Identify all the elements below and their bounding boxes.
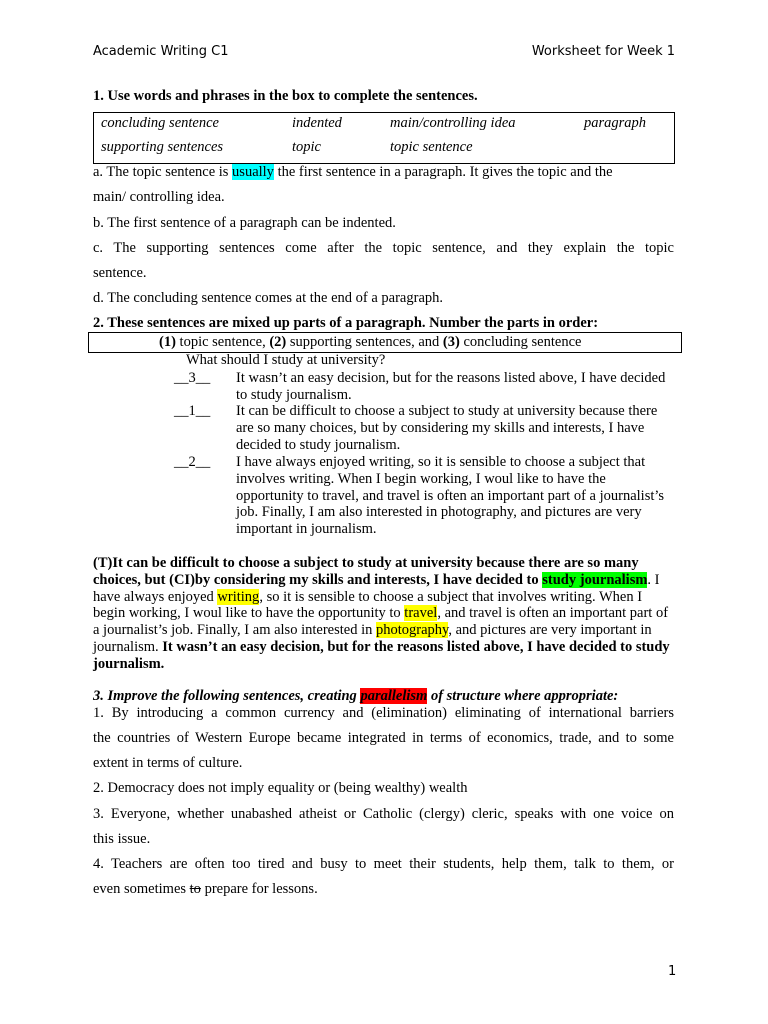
q3-sentence-4-cont: even sometimes to prepare for lessons. [93,881,318,897]
header-right: Worksheet for Week 1 [531,44,675,59]
q3-sentence-4: 4. Teachers are often too tired and busy to meet their students, help them, talk to them, or [93,856,674,872]
word-box-item: topic sentence [390,139,473,155]
highlight-writing: writing [217,588,260,605]
order-number: __2__ [174,454,211,470]
word-box-item: main/controlling idea [390,115,516,131]
q2-heading: 2. These sentences are mixed up parts of a paragraph. Number the parts in order: [93,315,599,331]
q3-sentence-1: 1. By introducing a common currency and (elimination) eliminating of international barriers [93,705,674,721]
q3-sentence-3-cont: this issue. [93,831,151,847]
q1-sentence-b: b. The first sentence of a paragraph can be indented. [93,215,396,231]
q3-sentence-1-end: extent in terms of culture. [93,755,243,771]
header-left: Academic Writing C1 [93,44,229,59]
highlight-travel: travel [404,605,438,622]
highlight-photography: photography [375,622,449,639]
paragraph-question: What should I study at university? [186,352,386,368]
q3-heading: 3. Improve the following sentences, creating parallelism of structure where appropriate: [93,688,619,704]
word-box-item: indented [292,115,342,131]
q1-sentence-c: c. The supporting sentences come after the topic sentence, and they explain the topic [93,240,674,256]
word-box-item: supporting sentences [101,139,224,155]
highlight-parallelism: parallelism [360,688,428,704]
page-number: 1 [668,964,677,979]
strikethrough-to: to [189,881,201,897]
paragraph-part: It can be difficult to choose a subject to study at university because there are so many choices, but by considering my skills and interests, I have decided to study journalism. [236,403,658,453]
word-box-item: topic [292,139,321,155]
order-number: __1__ [174,403,211,419]
order-key-box [88,332,682,353]
paragraph-part: I have always enjoyed writing, so it is sensible to choose a subject that involves writing. When I begin working, I woul like to have the opportunity to travel, and travel is often an important part of a journalist’s job. Finally, I am also interested in photography, and pictures are very important in journalism. [236,454,665,538]
highlight-study-journalism: study journalism [542,571,648,588]
word-box [93,112,675,164]
order-number: __3__ [174,370,211,386]
q1-sentence-a: a. The topic sentence is usually the first sentence in a paragraph. It gives the topic and the [93,164,613,180]
order-key: (1) topic sentence, (2) supporting sentences, and (3) concluding sentence [159,334,582,350]
word-box-item: paragraph [584,115,647,131]
paragraph-part: It wasn’t an easy decision, but for the reasons listed above, I have decided to study journalism. [236,370,666,403]
highlight-usually: usually [232,164,274,180]
word-box-item: concluding sentence [101,115,219,131]
q3-sentence-1-cont: the countries of Western Europe became integrated in terms of economics, trade, and to some [93,730,674,746]
answer-paragraph: (T)It can be difficult to choose a subject to study at university because there are so many choices, but (CI)by considering my skills and interests, I have decided to study journalism. I have always enjoyed writing, so it is sensible to choose a subject that involves writing. When I begin working, I woul like to have the opportunity to travel, and travel is often an important part of a journalist’s job. Finally, I am also interested in photography, and pictures are very important in journalism. It wasn’t an easy decision, but for the reasons listed above, I have decided to study journalism. [93,555,670,672]
q3-sentence-3: 3. Everyone, whether unabashed atheist or Catholic (clergy) cleric, speaks with one voice on [93,806,674,822]
q1-heading: 1. Use words and phrases in the box to complete the sentences. [93,88,478,104]
q3-sentence-2: 2. Democracy does not imply equality or (being wealthy) wealth [93,780,468,796]
q1-sentence-c-cont: sentence. [93,265,147,281]
q1-sentence-a-cont: main/ controlling idea. [93,189,225,205]
q1-sentence-d: d. The concluding sentence comes at the end of a paragraph. [93,290,444,306]
